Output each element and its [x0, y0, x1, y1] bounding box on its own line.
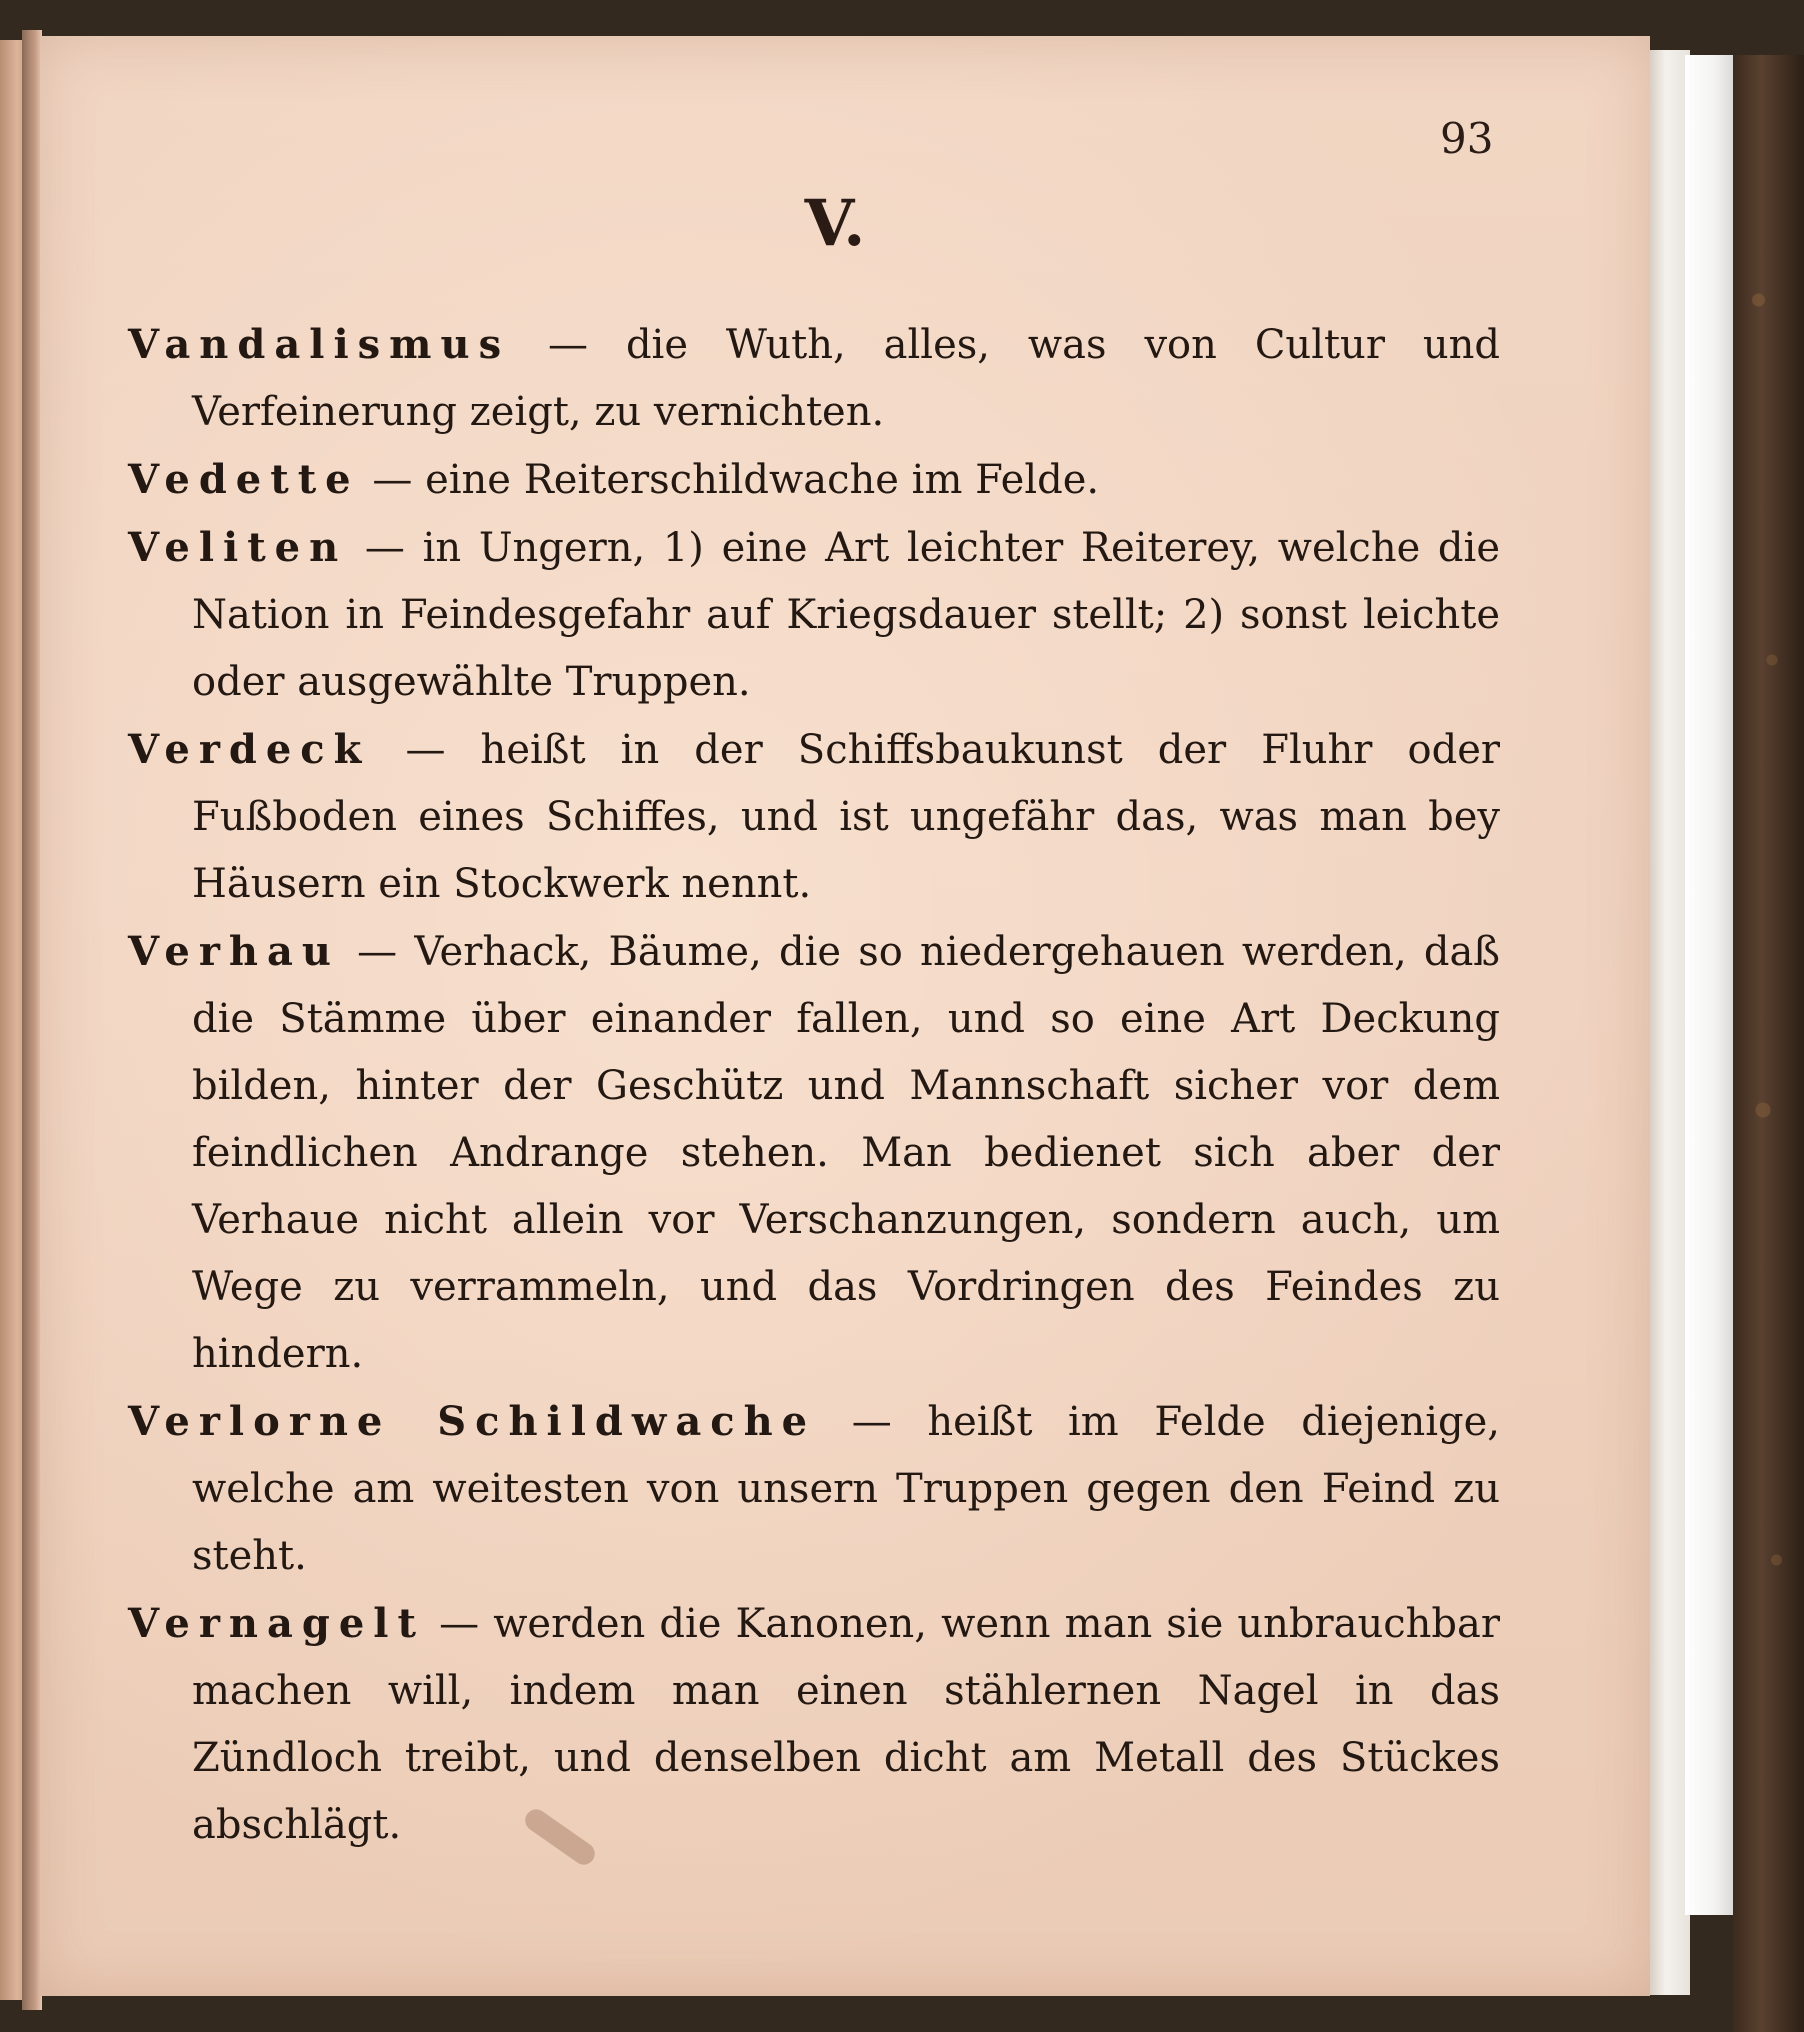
- entry-definition: — heißt im Felde diejenige, welche am weitesten von unsern Truppen gegen den Feind zu steht.: [192, 1399, 1500, 1579]
- entry-term: Verdeck: [128, 726, 371, 773]
- entry-term: Veliten: [128, 524, 348, 571]
- entry-definition: — Verhack, Bäume, die so niedergehauen werden, daß die Stämme über einander fallen, und so eine Art Deckung bilden, hinter der Geschütz und Mannschaft sicher vor dem feindlichen Andrange stehen. Man bedienet sich aber der Verhaue nicht allein vor Verschanzungen, sondern auch, um Wege zu verrammeln, und das Vordringen des Feindes zu hindern.: [192, 929, 1501, 1377]
- glossary-entry: [128, 1388, 1500, 1590]
- entry-definition: — heißt in der Schiffsbaukunst der Fluhr oder Fußboden eines Schiffes, und ist ungefähr das, was man bey Häusern ein Stockwerk nennt.: [192, 727, 1500, 907]
- entry-term: Vedette: [128, 456, 360, 503]
- cover-texture: [1745, 120, 1790, 1920]
- glossary-entry: [128, 446, 1500, 514]
- entry-definition: — in Ungern, 1) eine Art leichter Reiterey, welche die Nation in Feindesgefahr auf Kriegsdauer stellt; 2) sonst leichte oder ausgewählte Truppen.: [192, 525, 1501, 705]
- glossary-entry: [128, 716, 1500, 918]
- page-number: 93: [1440, 114, 1494, 163]
- glossary-entries: [128, 311, 1500, 1859]
- page-stack-edge: [1650, 50, 1690, 1995]
- glossary-entry: [128, 918, 1500, 1388]
- entry-term: Verhau: [128, 928, 340, 975]
- entry-term: Vernagelt: [128, 1600, 425, 1647]
- entry-term: Vandalismus: [128, 321, 511, 368]
- entry-definition: — die Wuth, alles, was von Cultur und Verfeinerung zeigt, zu vernichten.: [192, 322, 1500, 435]
- entry-term: Verlorne Schildwache: [128, 1398, 817, 1445]
- endpaper-edge: [1685, 55, 1733, 1915]
- entry-definition: — werden die Kanonen, wenn man sie unbrauchbar machen will, indem man einen stählernen Nagel in das Zündloch treibt, und denselben dicht am Metall des Stückes abschlägt.: [192, 1601, 1500, 1848]
- section-heading: V.: [804, 186, 866, 261]
- book-page: [40, 36, 1650, 1996]
- glossary-entry: [128, 1590, 1500, 1859]
- glossary-entry: [128, 311, 1500, 446]
- book-gutter: [22, 30, 42, 2010]
- entry-definition: — eine Reiterschildwache im Felde.: [372, 457, 1100, 503]
- glossary-entry: [128, 514, 1500, 716]
